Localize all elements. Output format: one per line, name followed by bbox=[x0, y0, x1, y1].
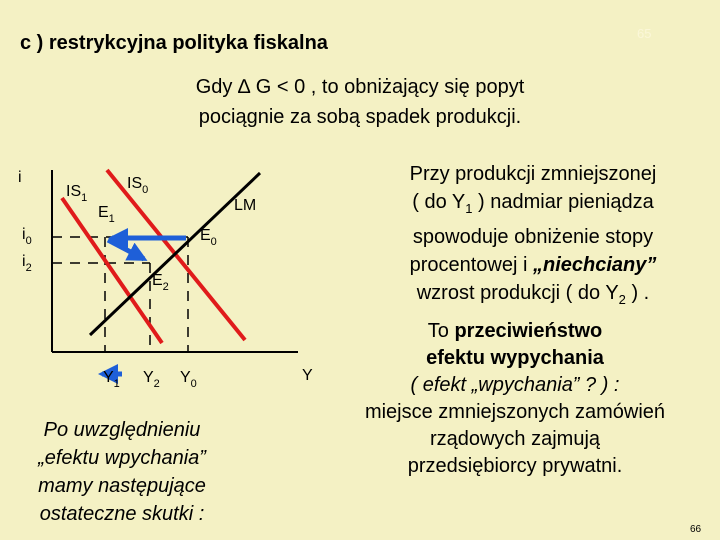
explanation-bottom-line-3: ( efekt „wpychania” ? ) : bbox=[410, 374, 620, 396]
explanation-top-line-4: procentowej i „niechciany” bbox=[409, 254, 657, 276]
label-lm: LM bbox=[234, 197, 257, 214]
intro-line-2: pociągnie za sobą spadek produkcji. bbox=[198, 106, 522, 128]
axis-label-i: i bbox=[18, 169, 22, 186]
label-i0: $i_0$ bbox=[22, 226, 32, 247]
label-e2: $E_2$ bbox=[152, 272, 169, 293]
label-is1: $IS_1$ bbox=[66, 183, 88, 204]
label-y1: $Y_1$ bbox=[103, 369, 120, 390]
shift-arrow-e1-e2 bbox=[108, 240, 144, 259]
explanation-bottom-line-6: przedsiębiorcy prywatni. bbox=[407, 455, 623, 477]
conclusion-line-2: „efektu wpychania” bbox=[38, 447, 206, 469]
conclusion-line-1: Po uwzględnieniu bbox=[43, 419, 201, 441]
page-number: 66 bbox=[690, 524, 702, 535]
label-is0: $IS_0$ bbox=[127, 175, 149, 196]
explanation-bottom bbox=[310, 318, 720, 480]
intro-line-1: Gdy ∆ G < 0 , to obniżający się popyt bbox=[195, 76, 525, 98]
label-e1: $E_1$ bbox=[98, 204, 115, 225]
explanation-top-line-5: wzrost produkcji ( do $Y_2$ ) . bbox=[416, 282, 650, 307]
explanation-bottom-line-2: efektu wypychania bbox=[426, 347, 604, 369]
explanation-top-line-3: spowoduje obniżenie stopy bbox=[412, 226, 654, 248]
label-i2: $i_2$ bbox=[22, 253, 32, 274]
label-e0: $E_0$ bbox=[200, 227, 217, 248]
conclusion-line-4: ostateczne skutki : bbox=[39, 503, 205, 525]
explanation-top bbox=[368, 160, 698, 314]
label-y0: $Y_0$ bbox=[180, 369, 197, 390]
conclusion-text bbox=[8, 416, 236, 528]
explanation-bottom-line-5: rządowych zajmują bbox=[429, 428, 601, 450]
slide-marker: 65 bbox=[637, 26, 652, 41]
explanation-top-line-2: ( do $Y_1$ ) nadmiar pieniądza bbox=[412, 191, 654, 216]
explanation-bottom-line-4: miejsce zmniejszonych zamówień bbox=[364, 401, 666, 423]
conclusion-line-3: mamy następujące bbox=[38, 475, 206, 497]
explanation-bottom-line-1: To przeciwieństwo bbox=[427, 320, 603, 342]
label-y2: $Y_2$ bbox=[143, 369, 160, 390]
slide-title: c ) restrykcyjna polityka fiskalna bbox=[20, 32, 328, 54]
explanation-top-line-1: Przy produkcji zmniejszonej bbox=[409, 163, 657, 185]
axis-label-y: Y bbox=[302, 367, 313, 384]
